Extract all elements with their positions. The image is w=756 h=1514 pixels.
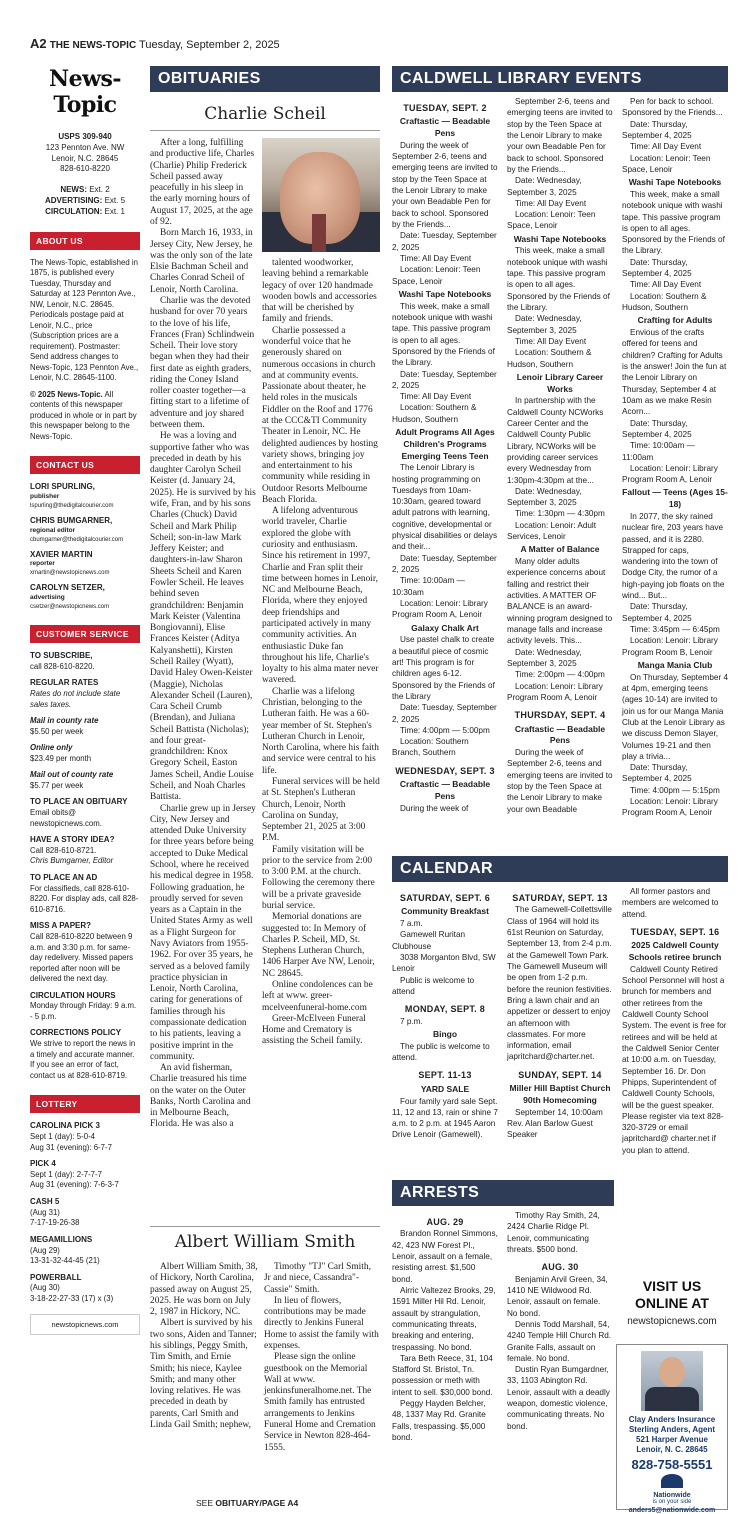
- day-heading: SEPT. 11-13: [418, 1070, 472, 1081]
- ad-line-3: 521 Harper Avenue: [636, 1435, 708, 1444]
- lottery-game: PICK 4: [30, 1159, 56, 1169]
- cs-heading: Mail out of county rate: [30, 770, 114, 780]
- event-text: Time: 10:00am — 11:00am: [622, 441, 695, 462]
- about-header: ABOUT US: [30, 232, 140, 250]
- event-text: Location: Lenoir: Library Program Room A, Lenoir: [622, 797, 718, 818]
- ext-label: NEWS:: [60, 185, 87, 195]
- lottery-entry: [30, 1273, 140, 1305]
- lottery-entry: [30, 1197, 140, 1229]
- lottery-line: Aug 31 (evening): 7-6-3-7: [30, 1180, 119, 1190]
- address-line: 828-610-8220: [60, 164, 110, 174]
- contact-entry: [30, 583, 140, 611]
- cs-text: We strive to report the news in a timely and accurate manner. If you see an error of fact, contact us at 828-610-8719.: [30, 1039, 136, 1080]
- ad-brand: Nationwide: [653, 1492, 691, 1499]
- event-text: Location: Southern & Hudson, Southern: [392, 403, 477, 424]
- paragraph: Albert is survived by his two sons, Aiden and Tanner; his siblings, Peggy Smith, Tim Smith, and Ernie Smith; his niece, Kaylee Smith; and many other loving relatives. He was preceded in death by parents, Carl Smith and Linda Gail Smith; nephew,: [150, 1318, 257, 1430]
- cs-text: Call 828-610-8220 between 9 a.m. and 3:30 p.m. for same-day redelivery. Missed papers reported after noon will be delivered the next day.: [30, 932, 133, 984]
- cs-text: Call 828-610-8721.: [30, 845, 97, 855]
- event-text: 3038 Morganton Blvd, SW Lenoir: [392, 953, 496, 974]
- event-title: Fallout — Teens (Ages 15-18): [622, 487, 728, 510]
- event-text: Gamewell Ruritan Clubhouse: [392, 930, 466, 951]
- paragraph: Family visitation will be prior to the service from 2:00 to 3:00 P.M. at the church. Following the ceremony there will be a private graveside burial service.: [262, 844, 375, 912]
- event-text: During the week of September 2-6, teens and emerging teens are invited to stop by the Teen Space at the Lenoir Library to make your own Beadable Pen for back to school. Sponsored by the Friends...: [392, 140, 498, 230]
- event-title: Craftastic — Beadable Pens: [514, 723, 606, 746]
- event-title: Washi Tape Notebooks: [628, 177, 722, 188]
- ad-tagline: is on your side: [652, 1499, 692, 1505]
- event-text: Time: 1:30pm — 4:30pm: [515, 509, 605, 519]
- lottery-game: MEGAMILLIONS: [30, 1234, 93, 1244]
- paragraph: Albert William Smith, 38, of Hickory, North Carolina, passed away on August 25, 2025. He was born on July 2, 1987 in Hickory, NC.: [150, 1262, 258, 1318]
- contact-role: publisher: [30, 493, 60, 501]
- library-column-3: [622, 96, 728, 819]
- arrests-column-2: [507, 1210, 613, 1432]
- paragraph: talented woodworker, leaving behind a remarkable legacy of over 120 handmade wooden bowls and accessories that will be cherished by family and friends.: [262, 258, 377, 325]
- cs-entry: [30, 797, 140, 829]
- day-heading: AUG. 29: [426, 1217, 464, 1227]
- event-title: Manga Mania Club: [637, 659, 713, 670]
- event-text: Location: Lenoir: Teen Space, Lenoir: [392, 265, 481, 286]
- lottery-line: (Aug 30): [30, 1283, 60, 1293]
- calendar-column-2: [507, 886, 613, 1141]
- event-text: Caldwell County Retired School Personnel will host a brunch for members and other retirees from the Caldwell County School System. The event is free for retirees and will be held at the Caldwell Senior Center at 10:00 a.m. on Tuesday, September 16. Dr. Don Phipps, Superintendent of Caldwell County Schools, will be the guest speaker. Please register via text 828-320-3729 or email japritchard@ charter.net if you plan to attend.: [622, 964, 727, 1155]
- cs-heading: CIRCULATION HOURS: [30, 990, 116, 1000]
- cs-text: $23.49 per month: [30, 753, 92, 763]
- ad-line-4: Lenoir, N. C. 28645: [636, 1445, 708, 1454]
- paragraph: He was a loving and supportive father who was preceded in death by his daughter Carolyn Scheil Keister (d. January 24, 2025). He is survived by his wife, Fran, and by his sons Charles (Chuck) David Scheil and Mark Philip Scheil; son-in-law Mark Jeffery Keister; and daughters-in-law Sharon Sheets Scheil and Karen Fowler Scheil. He leaves behind seven grandchildren: Benjamin Mark Keister (Valentina Bongiovanni), Elise Frances Keister (Aditya Kalyanshetti), Kirsten Scheil Railey (Wyatt), David Haley Owen-Keister (Maggie), Nicholas Alexander Scheil (Lauren), Cara Scheil Crumb (Brendan), and Juliana Scheil Battista (Nicholas); and four great-grandchildren: Knox Gregory Scheil, Easton James Scheil, Andie Louise Scheil, and Noah Charles Battista.: [150, 431, 256, 803]
- event-text: Location: Lenoir: Library Program Room A, Lenoir: [507, 681, 603, 702]
- event-text: Date: Thursday, September 4, 2025: [622, 418, 692, 439]
- event-text: Date: Wednesday, September 3, 2025: [507, 176, 582, 197]
- lottery-line: Aug 31 (evening): 6-7-7: [30, 1142, 112, 1152]
- event-text: Location: Lenoir: Library Program Room A, Lenoir: [622, 463, 718, 485]
- day-heading: MONDAY, SEPT. 8: [404, 1004, 486, 1015]
- paragraph: Please sign the online guestbook on the Memorial Wall at www. jenkinsfuneralhome.net. The Smith family has entrusted arrangements to Jenkins Funeral Home and Cremation Service in Newton 828-464-1555.: [264, 1352, 376, 1453]
- lottery-line: 13-31-32-44-45 (21): [30, 1256, 100, 1266]
- event-text: Four family yard sale Sept. 11, 12 and 13, rain or shine 7 a.m. to 2 p.m. at 1945 Aaron Drive Lenoir (Gamewell).: [392, 1096, 498, 1140]
- cs-entry: [30, 770, 140, 791]
- paragraph: Charlie grew up in Jersey City, New Jersey and attended Duke University for three years before being accepted to Duke Medical School, where he received his medical degree in 1958. Following graduation, he proudly served for seven years as a Captain in the United States Army as well as a Flight Surgeon for Navy Aviators from 1955-1962. For over 35 years, he served as a beloved family practice physician in Lenoir, North Carolina, caring for generations of families through his compassionate dedication to his patients, leaving a positive imprint in the community.: [150, 803, 256, 1062]
- event-text: Location: Southern & Hudson, Southern: [622, 291, 707, 313]
- event-text: Pen for back to school. Sponsored by the Friends...: [622, 97, 723, 118]
- lottery-entry: [30, 1235, 140, 1267]
- event-text: Time: 3:45pm — 6:45pm: [630, 625, 720, 634]
- insurance-ad[interactable]: [616, 1344, 728, 1514]
- side-info: [30, 132, 140, 175]
- calendar-column-1: [392, 886, 498, 1141]
- lottery-line: 3-18-22-27-33 (17) x (3): [30, 1293, 114, 1303]
- event-title: Galaxy Chalk Art: [411, 622, 479, 633]
- cs-entry: [30, 678, 140, 710]
- event-text: Time: 4:00pm — 5:00pm: [400, 725, 490, 735]
- cs-heading: TO PLACE AN AD: [30, 872, 98, 882]
- lottery-game: POWERBALL: [30, 1272, 82, 1282]
- event-text: Date: Wednesday, September 3, 2025: [507, 647, 582, 668]
- cs-italic: Rates do not include state sales taxes.: [30, 689, 121, 709]
- copyright-text: All contents of this newspaper produced in whole or in part by this newspaper belong to the News-Topic.: [30, 389, 137, 441]
- paragraph: Charlie possessed a wonderful voice that he generously shared on numerous occasions in church and at community events. Passionate about theater, he held roles in the musicals Fiddler on the Roof and 1776 at the CCC&TI Community Theater in Lenoir, NC. He delighted audiences by hosting variety shows, bringing joy and entertainment to his community while residing in Outdoor Resorts Melbourne Beach Florida.: [262, 325, 378, 505]
- cs-heading: TO SUBSCRIBE,: [30, 650, 93, 660]
- obituaries-header: OBITUARIES: [150, 66, 380, 92]
- event-title: Washi Tape Notebooks: [398, 288, 492, 299]
- obit-title-scheil: Charlie Scheil: [204, 104, 326, 124]
- scheil-photo: [262, 138, 380, 252]
- contact-name: CHRIS BUMGARNER,: [30, 516, 113, 525]
- event-text: In 2077, the sky rained nuclear fire, 203 years have passed, and it is 2280. Strapped for caps, wandering into the town of Dodge City, the rumor of a high-paying job floats on the wind... But...: [622, 511, 725, 601]
- paragraph: In lieu of flowers, contributions may be made directly to Jenkins Funeral Home to assist the family with expenses.: [264, 1295, 379, 1351]
- event-title: YARD SALE: [420, 1083, 470, 1094]
- masthead-logo: News-Topic: [48, 66, 122, 118]
- event-title: Craftastic — Beadable Pens: [399, 116, 491, 139]
- lottery-line: Sept 1 (day): 2-7-7-7: [30, 1169, 102, 1179]
- cs-text: $5.77 per week: [30, 780, 84, 790]
- lottery-game: CASH 5: [30, 1196, 60, 1206]
- library-column-2: [507, 96, 613, 815]
- event-title: Washi Tape Notebooks: [513, 233, 607, 244]
- event-text: Brandon Ronnel Simmons, 42, 423 NW Forest Pl., Lenoir, assault on a female, resisting arrest. $1,500 bond.: [392, 1229, 498, 1284]
- see-more-link[interactable]: [196, 1498, 298, 1508]
- paragraph: Timothy "TJ" Carl Smith, Jr and niece, Cassandra"-Cassie" Smith.: [264, 1262, 371, 1295]
- event-text: The Lenoir Library is hosting programming on Tuesdays from 10am-10:30am, geared toward adult patrons with learning, cognitive, developmental or physical disabilities or delays and their...: [392, 463, 498, 552]
- cs-text: Email obits@ newstopicnews.com.: [30, 808, 102, 828]
- event-text: Date: Tuesday, September 2, 2025: [392, 369, 497, 390]
- cs-text: For classifieds, call 828-610-8220. For display ads, call 828-610-8716.: [30, 883, 139, 914]
- paragraph: Charlie was a lifelong Christian, belonging to the Lutheran faith. He was a 60-year member of St. Stephen's Lutheran Church in Lenoir, North Carolina, where his faith and service were central to his life.: [262, 686, 379, 776]
- see-target: OBITUARY/PAGE A4: [215, 1498, 299, 1508]
- event-title: Bingo: [432, 1029, 458, 1040]
- ad-email: anders5@nationwide.com: [628, 1507, 716, 1514]
- paragraph: Charlie was the devoted husband for over 70 years to the love of his life, Frances (Fran) Schlindwein Scheil. Their love story began when they had their first date as eighth graders, riding the Coney Island roller coaster together—a fitting start to a lifetime of adventure and joy shared between them.: [150, 295, 255, 431]
- event-text: This week, make a small notebook unique with washi tape. This passive program is open to all ages. Sponsored by the Friends of the Library.: [507, 246, 610, 313]
- lottery-line: 7-17-19-26-38: [30, 1218, 80, 1228]
- event-text: Location: Southern & Hudson, Southern: [507, 348, 592, 369]
- ext-value: Ext. 1: [104, 206, 125, 216]
- event-text: Benjamin Arvil Green, 34, 1410 NE Wildwood Rd. Lenoir, assault on female. No bond.: [507, 1274, 608, 1318]
- event-text: Date: Thursday, September 4, 2025: [622, 119, 692, 140]
- copyright-bold: © 2025 News-Topic.: [30, 389, 103, 399]
- cs-heading: TO PLACE AN OBITUARY: [30, 797, 128, 807]
- contact-email[interactable]: cbumgarner@thedigitalcourier.com: [30, 536, 124, 543]
- smith-column-1: [150, 1262, 258, 1431]
- event-text: This week, make a small notebook unique with washi tape. This passive program is open to all ages. Sponsored by the Friends of the Library.: [622, 189, 725, 256]
- site-link[interactable]: newstopicnews.com: [30, 1314, 140, 1335]
- event-text: Date: Tuesday, September 2, 2025: [392, 231, 497, 252]
- ext-value: Ext. 2: [89, 185, 110, 195]
- cs-entry: [30, 921, 140, 984]
- paragraph: After a long, fulfilling and productive life, Charles (Charlie) Philip Frederick Scheil passed away peacefully in his sleep in the early morning hours of August 17, 2025, at the age of 92.: [150, 138, 255, 227]
- cs-heading: REGULAR RATES: [30, 678, 99, 688]
- event-text: Time: All Day Event: [400, 392, 472, 402]
- contact-role: reporter: [30, 560, 55, 568]
- event-title: A Matter of Balance: [520, 544, 600, 555]
- event-text: Date: Wednesday, September 3, 2025: [507, 314, 582, 335]
- cs-heading: Online only: [30, 743, 73, 753]
- library-header: CALDWELL LIBRARY EVENTS: [392, 66, 728, 92]
- event-title: Adult Programs All Ages Children's Programs Emerging Teens Teen: [395, 427, 495, 461]
- event-text: 7 p.m.: [400, 1016, 423, 1026]
- day-heading: THURSDAY, SEPT. 4: [514, 710, 606, 721]
- ad-line-1: Clay Anders Insurance: [628, 1415, 716, 1424]
- day-heading: TUESDAY, SEPT. 16: [630, 926, 720, 937]
- day-heading: SATURDAY, SEPT. 6: [399, 893, 491, 903]
- paragraph: Online condolences can be left at www. greer-mcelveenfuneral-home.com: [262, 980, 373, 1013]
- day-heading: SATURDAY, SEPT. 13: [512, 893, 608, 903]
- day-heading: TUESDAY, SEPT. 2: [403, 103, 487, 113]
- contact-email[interactable]: xmartin@newstopicnews.com: [30, 570, 110, 577]
- ad-line-2: Sterling Anders, Agent: [628, 1425, 716, 1434]
- lottery-game: CAROLINA PICK 3: [30, 1121, 100, 1131]
- event-text: Dennis Todd Marshall, 54, 4240 Temple Hill Church Rd. Granite Falls, assault on female. No bond.: [507, 1319, 612, 1363]
- lottery-entry: [30, 1159, 140, 1191]
- smith-column-2: [264, 1262, 380, 1454]
- event-text: Location: Lenoir: Teen Space, Lenoir: [622, 153, 711, 174]
- library-column-1: [392, 96, 498, 814]
- lottery-line: (Aug 29): [30, 1245, 60, 1255]
- cs-entry: [30, 743, 140, 764]
- event-title: Crafting for Adults: [637, 315, 713, 326]
- cs-text: $5.50 per week: [30, 726, 84, 736]
- scheil-column-1: [150, 138, 256, 1131]
- arrests-header: ARRESTS: [392, 1180, 614, 1206]
- event-text: During the week of: [400, 803, 469, 813]
- scheil-column-2: [262, 258, 380, 1048]
- contact-email[interactable]: csetzer@newstopicnews.com: [30, 603, 110, 610]
- paragraph: Funeral services will be held at St. Stephen's Lutheran Church, Lenoir, North Carolina on Sunday, September 21, 2025 at 3:00 P.M.: [262, 776, 380, 844]
- address-line: 123 Pennton Ave. NW: [45, 142, 125, 152]
- event-title: 2025 Caldwell County Schools retiree brunch: [628, 940, 722, 963]
- paragraph: An avid fisherman, Charlie treasured his time on the water on the Outer Banks, North Carolina and in Melbourne Beach, Florida. He was also a: [150, 1063, 251, 1130]
- event-text: Location: Lenoir: Library Program Room A, Lenoir: [392, 598, 488, 620]
- event-text: Location: Southern Branch, Southern: [392, 737, 469, 758]
- cs-entry: [30, 1028, 140, 1081]
- event-text: Many older adults experience concerns about falling and restrict their activities. A MATTER OF BALANCE is an award-winning program designed to manage falls and increase activity levels. This...: [507, 557, 613, 646]
- event-text: On Thursday, September 4 at 4pm, emerging teens (ages 10-14) are invited to join us for our Manga Mania Club at the Lenoir Library as we discuss Demon Slayer, Volumes 19-21 and then play a trivia...: [622, 672, 728, 761]
- contact-email[interactable]: lspurling@thedigitalcourier.com: [30, 502, 114, 509]
- event-text: The Gamewell-Collettsville Class of 1964 will hold its 61st Reunion on Saturday, September 13, from 2-4 p.m. at the Gamewell Town Park. The Gamewell Museum will be open from 1-2 p.m. before the reunion festivities. Bring a lawn chair and an appetizer or dessert to enjoy an afternoon with classmates. For more information, email japritchard@charter.net.: [507, 905, 612, 1062]
- contact-entry: [30, 516, 140, 544]
- extensions: [30, 185, 140, 217]
- page-header: [30, 36, 280, 51]
- calendar-column-3: [622, 886, 728, 1156]
- event-text: During the week of September 2-6, teens and emerging teens are invited to stop by the Teen Space at the Lenoir Library to make your own Beadable: [507, 748, 613, 814]
- cs-entry: [30, 651, 140, 672]
- contact-role: advertising: [30, 594, 65, 602]
- cs-heading: Mail in county rate: [30, 716, 99, 726]
- contact-role: regional editor: [30, 526, 76, 534]
- cs-italic: Chris Bumgarner, Editor: [30, 856, 114, 866]
- ext-label: CIRCULATION:: [45, 206, 103, 216]
- cs-entry: [30, 991, 140, 1023]
- usps-number: USPS 309-940: [58, 132, 112, 141]
- cs-entry: [30, 873, 140, 915]
- agent-photo: [641, 1351, 703, 1411]
- day-heading: AUG. 30: [541, 1262, 579, 1273]
- contact-header: CONTACT US: [30, 456, 140, 474]
- cs-text: Monday through Friday: 9 a.m. - 5 p.m.: [30, 1001, 137, 1021]
- event-text: Public is welcome to attend: [392, 975, 475, 996]
- cs-entry: [30, 835, 140, 867]
- event-text: Envious of the crafts offered for teens and children? Crafting for Adults is the answer! Join the fun at the Lenoir Library on Thursday, September 4 at 10am as we make Resin Acorn...: [622, 328, 727, 417]
- event-text: Date: Tuesday, September 2, 2025: [392, 703, 497, 724]
- event-text: Time: 4:00pm — 5:15pm: [630, 785, 720, 795]
- event-text: Time: 10:00am — 10:30am: [392, 576, 465, 597]
- about-text: The News-Topic, established in 1875, is published every Tuesday, Thursday and Saturday at 123 Pennton Ave., NW, Lenoir, N.C. 28645. Periodicals postage paid at Lenoir, N.C., price (Subscription prices are a requirement). Postmaster: Send address changes to News-Topic, 123 Pennton Ave., Lenoir, N.C. 28645-1100.: [30, 257, 139, 383]
- copyright: [30, 390, 140, 443]
- cs-entry: [30, 716, 140, 737]
- event-text: Airric Valtezez Brooks, 29, 1591 Miller Hil Rd. Lenoir, assault by strangulation, communicating threats, breaking and entering, trespassing. No bond.: [392, 1285, 496, 1352]
- cs-heading: CORRECTIONS POLICY: [30, 1028, 122, 1038]
- visit-online-box[interactable]: [616, 1278, 728, 1327]
- visit-title: VISIT US ONLINE AT: [635, 1278, 709, 1311]
- event-text: Date: Wednesday, September 3, 2025: [507, 486, 582, 508]
- ext-value: Ext. 5: [104, 195, 126, 205]
- arrests-column-1: [392, 1210, 498, 1443]
- contact-entry: [30, 550, 140, 578]
- event-text: Dustin Ryan Bumgardner, 33, 1103 Abington Rd. Lenoir, assault with a deadly weapon, domestic violence, communicating threats. No bond.: [507, 1365, 610, 1431]
- ad-phone: 828-758-5551: [631, 1457, 713, 1472]
- event-title: Lenoir Library Career Works: [516, 371, 604, 394]
- see-prefix: SEE: [196, 1498, 214, 1508]
- page-number: A2: [30, 36, 47, 51]
- cs-text: call 828-610-8220.: [30, 661, 95, 671]
- paragraph: Greer-McElveen Funeral Home and Crematory is assisting the Scheil family.: [262, 1013, 366, 1047]
- event-text: 7 a.m.: [400, 919, 423, 929]
- lottery-entry: [30, 1121, 140, 1153]
- event-text: This week, make a small notebook unique with washi tape. This passive program is open to all ages. Sponsored by the Friends of the Library.: [392, 301, 495, 368]
- event-text: In partnership with the Caldwell County NCWorks Career Center and the Caldwell County Public Library, NCWorks will be providing career services every Wednesday from 1:30pm-4:30pm at the...: [507, 396, 604, 485]
- lottery-line: Sept 1 (day): 5-0-4: [30, 1132, 96, 1142]
- event-title: Craftastic — Beadable Pens: [399, 779, 491, 801]
- obit-title-smith: Albert William Smith: [174, 1232, 356, 1252]
- address-line: Lenoir, N.C. 28645: [51, 153, 119, 163]
- contact-name: LORI SPURLING,: [30, 482, 95, 492]
- event-text: Date: Thursday, September 4, 2025: [622, 257, 692, 279]
- event-text: All former pastors and members are welcomed to attend.: [622, 887, 719, 919]
- event-text: Date: Thursday, September 4, 2025: [622, 602, 692, 623]
- page-date: Tuesday, September 2, 2025: [139, 39, 280, 51]
- customer-service-header: CUSTOMER SERVICE: [30, 625, 140, 643]
- contact-entry: [30, 482, 140, 510]
- paper-name: THE NEWS-TOPIC: [49, 40, 137, 51]
- cs-heading: HAVE A STORY IDEA?: [30, 835, 115, 845]
- event-text: Location: Lenoir: Library Program Room B, Lenoir: [622, 636, 718, 657]
- paragraph: Memorial donations are suggested to: In Memory of Charles P. Scheil, MD, St. Stephens Lutheran Church, 1406 Harper Ave NW, Lenoir, NC 28645.: [262, 912, 375, 979]
- event-text: Time: All Day Event: [630, 142, 702, 152]
- day-heading: WEDNESDAY, SEPT. 3: [395, 765, 495, 776]
- event-text: Peggy Hayden Belcher, 48, 1337 May Rd. Granite Falls, trespassing. $5,000 bond.: [392, 1399, 486, 1443]
- event-text: September 2-6, teens and emerging teens are invited to stop by the Teen Space at the Lenoir Library to make your own Beadable Pen for back to school. Sponsored by the Friends...: [507, 97, 613, 174]
- event-text: Date: Thursday, September 4, 2025: [622, 763, 692, 784]
- event-title: Miller Hill Baptist Church 90th Homecoming: [509, 1083, 611, 1105]
- lottery-header: LOTTERY: [30, 1095, 140, 1113]
- event-text: Tara Beth Reece, 31, 104 Stafford St. Bristol, Tn. possession or meth with intent to sell. $30,000 bond.: [392, 1353, 493, 1397]
- visit-url[interactable]: newstopicnews.com: [627, 1315, 717, 1327]
- event-title: Community Breakfast: [401, 906, 489, 917]
- event-text: Location: Lenoir: Teen Space, Lenoir: [507, 210, 596, 231]
- calendar-header: CALENDAR: [392, 856, 728, 882]
- event-text: The public is welcome to attend.: [392, 1041, 490, 1063]
- event-text: Time: All Day Event: [515, 336, 587, 346]
- contact-name: XAVIER MARTIN: [30, 549, 93, 559]
- sidebar: [30, 66, 140, 1335]
- ext-label: ADVERTISING:: [44, 195, 103, 205]
- event-text: Timothy Ray Smith, 24, 2424 Charlie Ridge Pl. Lenoir, communicating threats. $500 bond.: [507, 1211, 600, 1254]
- nationwide-logo-icon: [661, 1474, 683, 1488]
- paragraph: Born March 16, 1933, in Jersey City, New Jersey, he was the only son of the late Elsie Bachman Scheil and Charles Conrad Scheil of Lenoir, North Carolina.: [150, 228, 253, 295]
- cs-heading: MISS A PAPER?: [30, 921, 92, 931]
- event-text: September 14, 10:00am Rev. Alan Barlow Guest Speaker: [507, 1107, 603, 1140]
- event-text: Date: Tuesday, September 2, 2025: [392, 553, 497, 575]
- event-text: Use pastel chalk to create a beautiful piece of cosmic art! This program is for children ages 6-12. Sponsored by the Friends of the Library: [392, 635, 495, 701]
- event-text: Location: Lenoir: Adult Services, Lenoir: [507, 520, 597, 542]
- event-text: Time: All Day Event: [630, 280, 702, 290]
- contact-name: CAROLYN SETZER,: [30, 583, 105, 593]
- event-text: Time: All Day Event: [400, 253, 472, 263]
- day-heading: SUNDAY, SEPT. 14: [518, 1069, 602, 1080]
- paragraph: A lifelong adventurous world traveler, Charlie explored the globe with curiosity and enthusiasm. Since his retirement in 1997, Charlie and Fran split their time between homes in Lenoir, NC and Melbourne Beach, Florida, where they enjoyed deep friendships and participated actively in many community activities. An enthusiastic Duke fan throughout his life, Charlie's loyalty to his alma mater never wavered.: [262, 506, 379, 686]
- lottery-line: (Aug 31): [30, 1207, 60, 1217]
- event-text: Time: All Day Event: [515, 198, 587, 208]
- event-text: Time: 2:00pm — 4:00pm: [515, 670, 605, 680]
